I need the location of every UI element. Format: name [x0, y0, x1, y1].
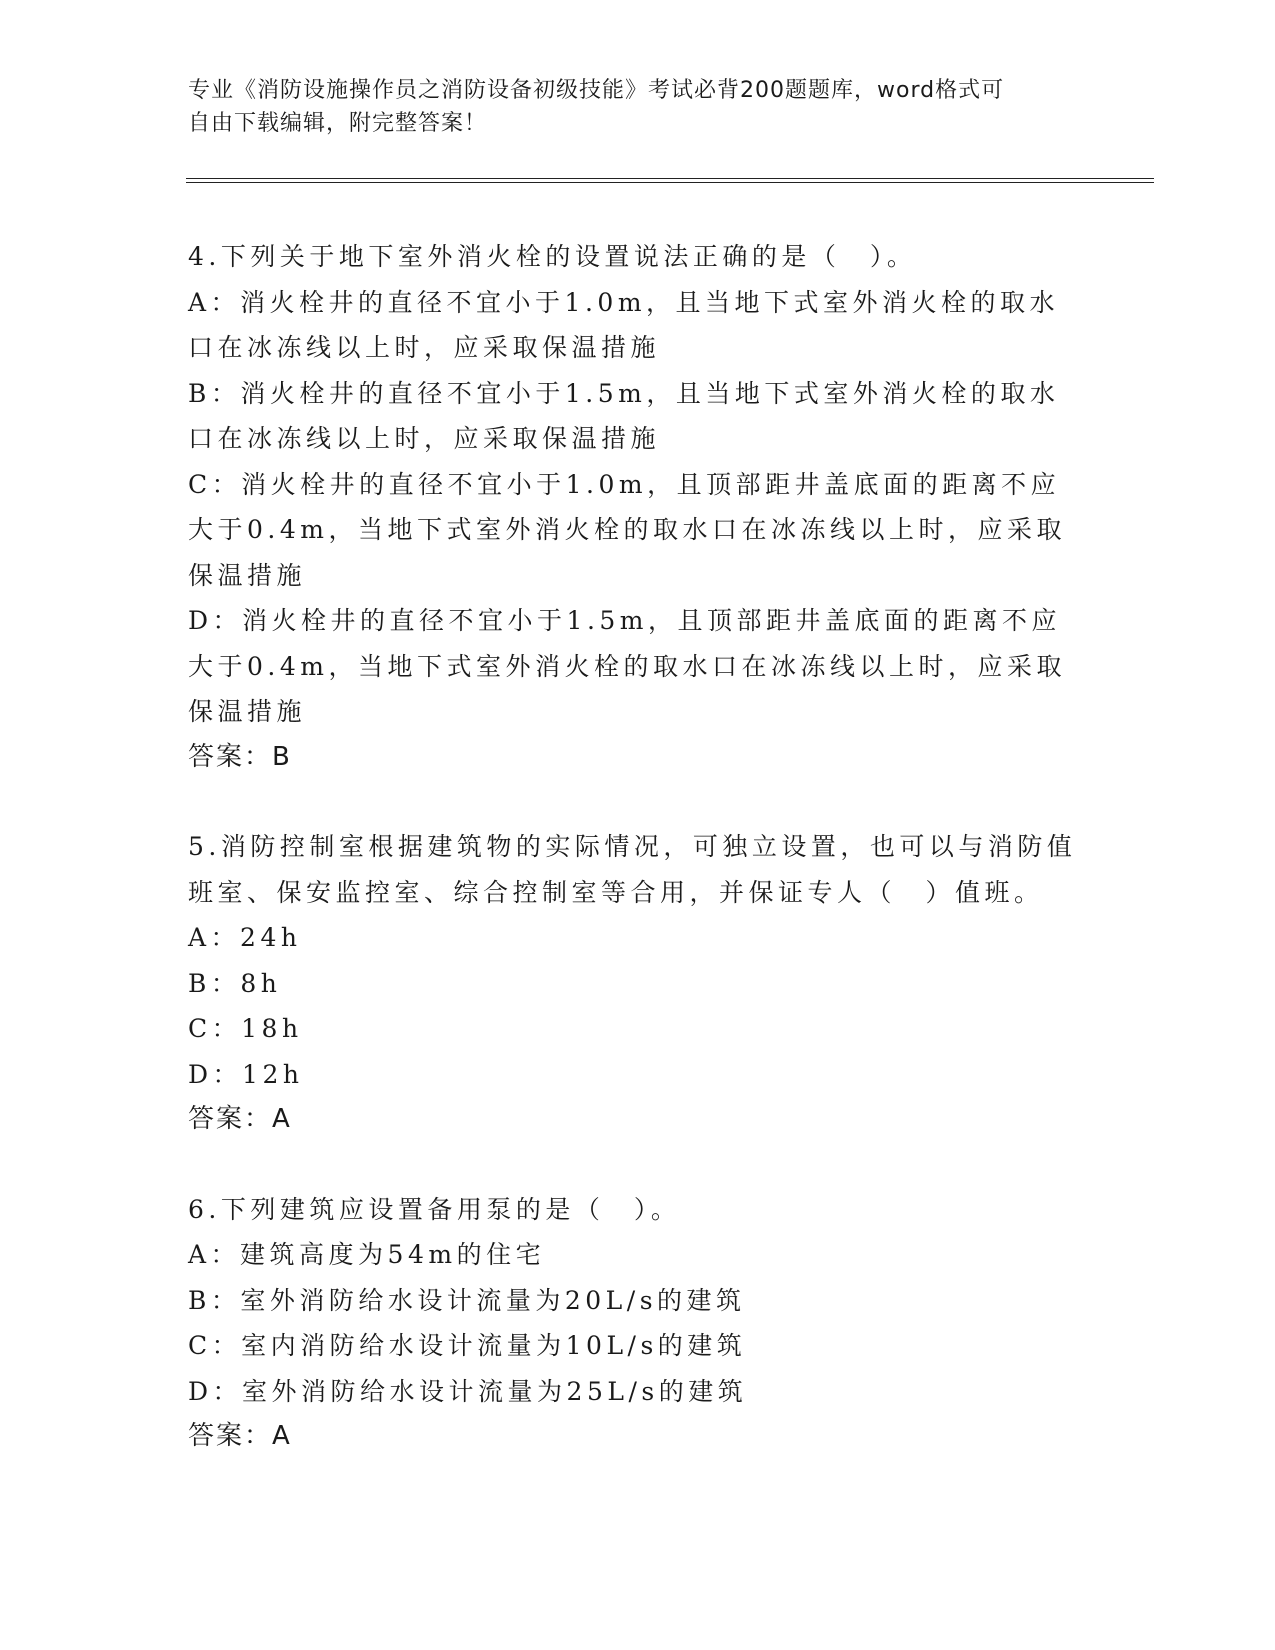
answer-label: 答案：A: [188, 1421, 292, 1451]
option-a: A：24h: [188, 923, 302, 952]
option-a: A：消火栓井的直径不宜小于1.0m，且当地下式室外消火栓的取水口在冰冻线以上时，应采取保温措施: [188, 287, 1060, 362]
document-header: [188, 74, 1068, 140]
option-d: D：12h: [188, 1059, 304, 1089]
question-list: [188, 234, 1088, 1504]
question-5: [188, 824, 1088, 1143]
question-stem: 5.消防控制室根据建筑物的实际情况，可独立设置，也可以与消防值班室、保安监控室、综合控制室等合用，并保证专人（ ）值班。: [188, 832, 1077, 907]
header-line-1: 专业《消防设施操作员之消防设备初级技能》考试必背200题题库，word格式可: [188, 78, 1005, 103]
option-c: C：室内消防给水设计流量为10L/s的建筑: [188, 1331, 747, 1360]
option-c: C：18h: [188, 1014, 303, 1043]
question-stem: 4.下列关于地下室外消火栓的设置说法正确的是（ ）。: [188, 242, 917, 271]
question-6: [188, 1187, 1088, 1460]
answer-label: 答案：B: [188, 741, 292, 772]
option-d: D：室外消防给水设计流量为25L/s的建筑: [188, 1376, 748, 1406]
question-4: [188, 234, 1088, 780]
option-b: B：室外消防给水设计流量为20L/s的建筑: [188, 1285, 746, 1315]
option-b: B：8h: [188, 968, 282, 998]
option-d: D：消火栓井的直径不宜小于1.5m，且顶部距井盖底面的距离不应大于0.4m，当地下式室外消火栓的取水口在冰冻线以上时，应采取保温措施: [188, 606, 1066, 726]
option-c: C：消火栓井的直径不宜小于1.0m，且顶部距井盖底面的距离不应大于0.4m，当地下式室外消火栓的取水口在冰冻线以上时，应采取保温措施: [188, 469, 1066, 590]
header-line-2: 自由下载编辑，附完整答案！: [188, 111, 488, 136]
option-a: A：建筑高度为54m的住宅: [188, 1240, 546, 1269]
question-stem: 6.下列建筑应设置备用泵的是（ ）。: [188, 1194, 681, 1224]
header-double-rule: [186, 178, 1154, 183]
option-b: B：消火栓井的直径不宜小于1.5m，且当地下式室外消火栓的取水口在冰冻线以上时，应采取保温措施: [188, 378, 1060, 453]
answer-label: 答案：A: [188, 1104, 292, 1134]
